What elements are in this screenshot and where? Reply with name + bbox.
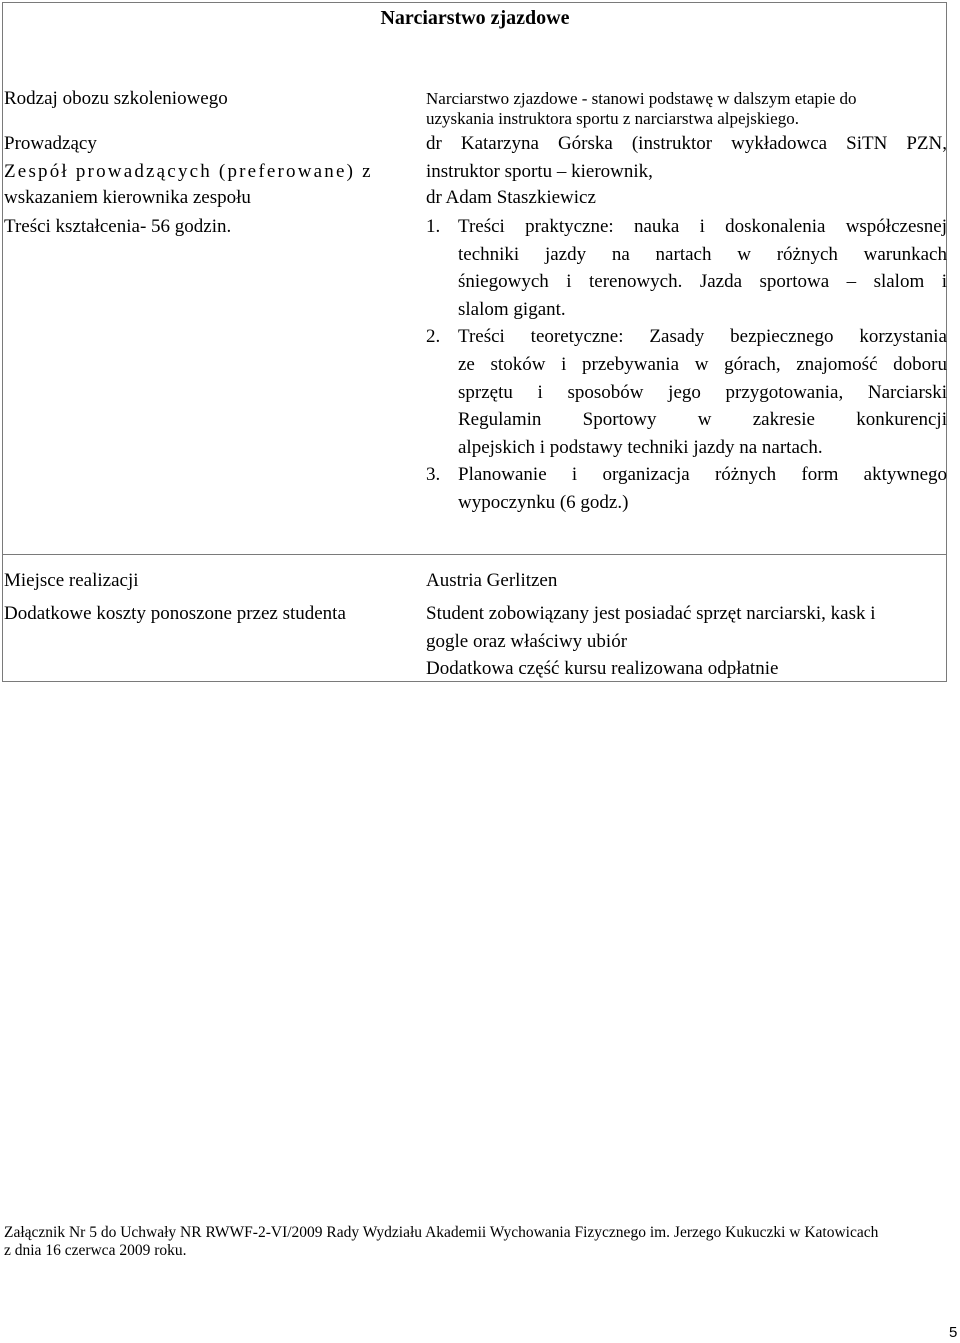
list-item-line: Regulamin Sportowy w zakresie konkurencji [458, 409, 947, 431]
list-item-line: slalom gigant. [458, 298, 566, 320]
label-prowadzacy: Prowadzący [4, 133, 97, 154]
list-item [426, 323, 947, 461]
value-rodzaj-line1: Narciarstwo zjazdowe - stanowi podstawę w dalszym etapie do [426, 89, 857, 108]
value-zespol-line2: dr Adam Staszkiewicz [426, 187, 596, 208]
list-item-number: 1. [426, 216, 441, 237]
label-dodatkowe-koszty: Dodatkowe koszty ponoszone przez studenta [4, 603, 346, 624]
label-tresci: Treści kształcenia- 56 godzin. [4, 216, 232, 237]
list-item-line: Treści praktyczne: nauka i doskonalenia współczesnej [458, 216, 947, 237]
label-rodzaj-obozu: Rodzaj obozu szkoleniowego [4, 88, 228, 109]
list-item-line: wypoczynku (6 godz.) [458, 491, 629, 513]
footer-line2: z dnia 16 czerwca 2009 roku. [4, 1242, 187, 1259]
value-zespol-line1: instruktor sportu – kierownik, [426, 161, 653, 182]
footer-line1: Załącznik Nr 5 do Uchwały NR RWWF-2-VI/2009 Rady Wydziału Akademii Wychowania Fizycznego im. Jerzego Kukuczki w Katowicach [4, 1224, 879, 1241]
list-item [426, 461, 947, 516]
value-prowadzacy: dr Katarzyna Górska (instruktor wykładowca SiTN PZN, [426, 133, 947, 154]
page-number: 5 [949, 1324, 958, 1341]
list-item-number: 3. [426, 464, 441, 486]
list-item-line: śniegowych i terenowych. Jazda sportowa – slalom i [458, 271, 947, 293]
list-item-line: Planowanie i organizacja różnych form aktywnego [458, 464, 947, 486]
list-item-line: Treści teoretyczne: Zasady bezpiecznego korzystania [458, 326, 947, 348]
list-item-number: 2. [426, 326, 441, 348]
table-divider [2, 554, 947, 555]
value-koszty-line2: gogle oraz właściwy ubiór [426, 631, 628, 652]
label-miejsce-realizacji: Miejsce realizacji [4, 570, 139, 591]
value-koszty-line1: Student zobowiązany jest posiadać sprzęt narciarski, kask i [426, 603, 876, 624]
label-zespol-line1: Zespół prowadzących (preferowane) z [4, 161, 373, 182]
list-item-line: techniki jazdy na nartach w różnych warunkach [458, 243, 947, 265]
list-item [426, 213, 947, 323]
value-miejsce-realizacji: Austria Gerlitzen [426, 570, 558, 591]
document-title: Narciarstwo zjazdowe [380, 7, 570, 29]
value-rodzaj-line2: uzyskania instruktora sportu z narciarstwa alpejskiego. [426, 109, 799, 128]
list-item-line: alpejskich i podstawy techniki jazdy na nartach. [458, 436, 823, 458]
tresci-list [426, 213, 947, 517]
list-item-line: sprzętu i sposobów jego przygotowania, Narciarski [458, 381, 947, 403]
list-item-line: ze stoków i przebywania w górach, znajomość doboru [458, 353, 947, 375]
value-koszty-line3: Dodatkowa część kursu realizowana odpłatnie [426, 658, 779, 679]
label-zespol-line2: wskazaniem kierownika zespołu [4, 187, 251, 208]
